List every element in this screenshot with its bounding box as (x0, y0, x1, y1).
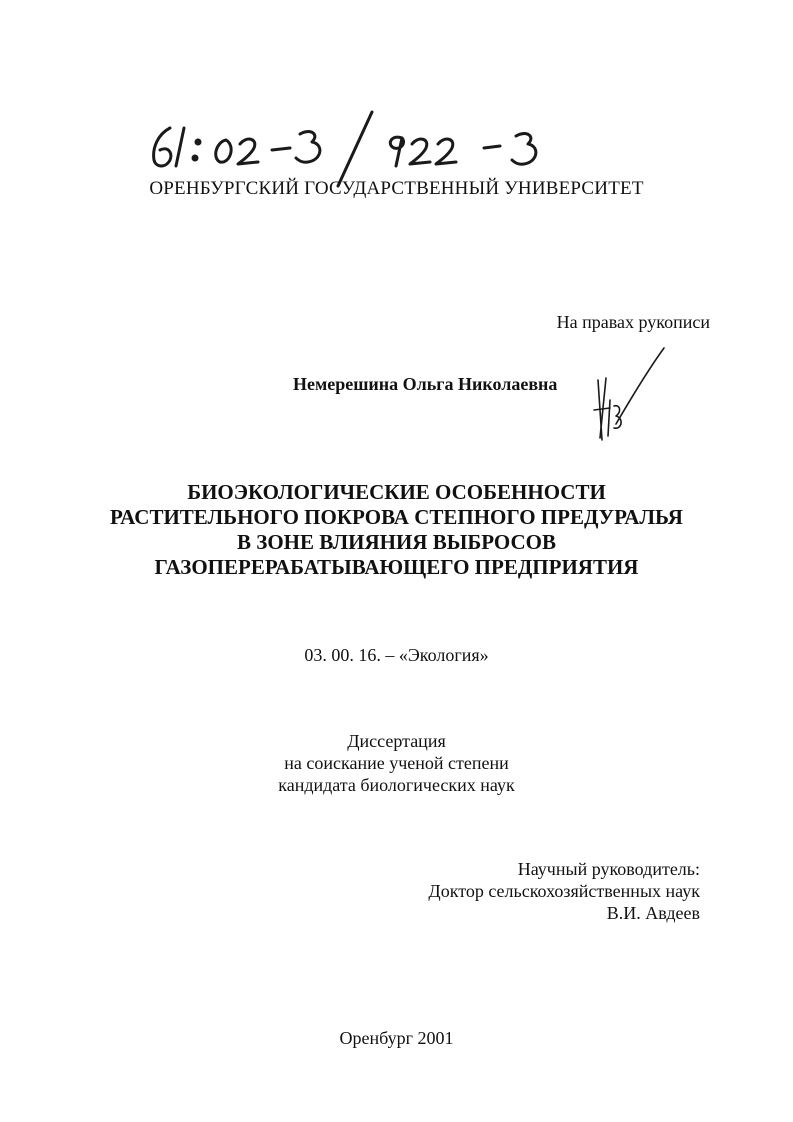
supervisor-block (428, 858, 700, 924)
degree-line: на соискание ученой степени (284, 753, 509, 773)
handwritten-archive-number (140, 108, 580, 188)
supervisor-label: Научный руководитель: (517, 859, 700, 879)
specialty-code: 03. 00. 16. – «Экология» (304, 645, 489, 665)
degree-line: Диссертация (347, 731, 446, 751)
university-name: ОРЕНБУРГСКИЙ ГОСУДАРСТВЕННЫЙ УНИВЕРСИТЕТ (149, 178, 644, 199)
degree-statement (0, 730, 793, 796)
title-line: ГАЗОПЕРЕРАБАТЫВАЮЩЕГО ПРЕДПРИЯТИЯ (154, 555, 639, 579)
dissertation-title (0, 480, 793, 580)
title-line: БИОЭКОЛОГИЧЕСКИЕ ОСОБЕННОСТИ (187, 480, 606, 504)
degree-line: кандидата биологических наук (278, 775, 515, 795)
author-name: Немерешина Ольга Николаевна (293, 374, 558, 394)
title-line: В ЗОНЕ ВЛИЯНИЯ ВЫБРОСОВ (236, 530, 557, 554)
supervisor-degree: Доктор сельскохозяйственных наук (428, 881, 700, 901)
supervisor-name: В.И. Авдеев (606, 903, 700, 923)
title-line: РАСТИТЕЛЬНОГО ПОКРОВА СТЕПНОГО ПРЕДУРАЛЬЯ (110, 505, 683, 529)
city-year: Оренбург 2001 (339, 1028, 454, 1048)
rights-note: На правах рукописи (556, 312, 710, 332)
signature (580, 340, 680, 450)
